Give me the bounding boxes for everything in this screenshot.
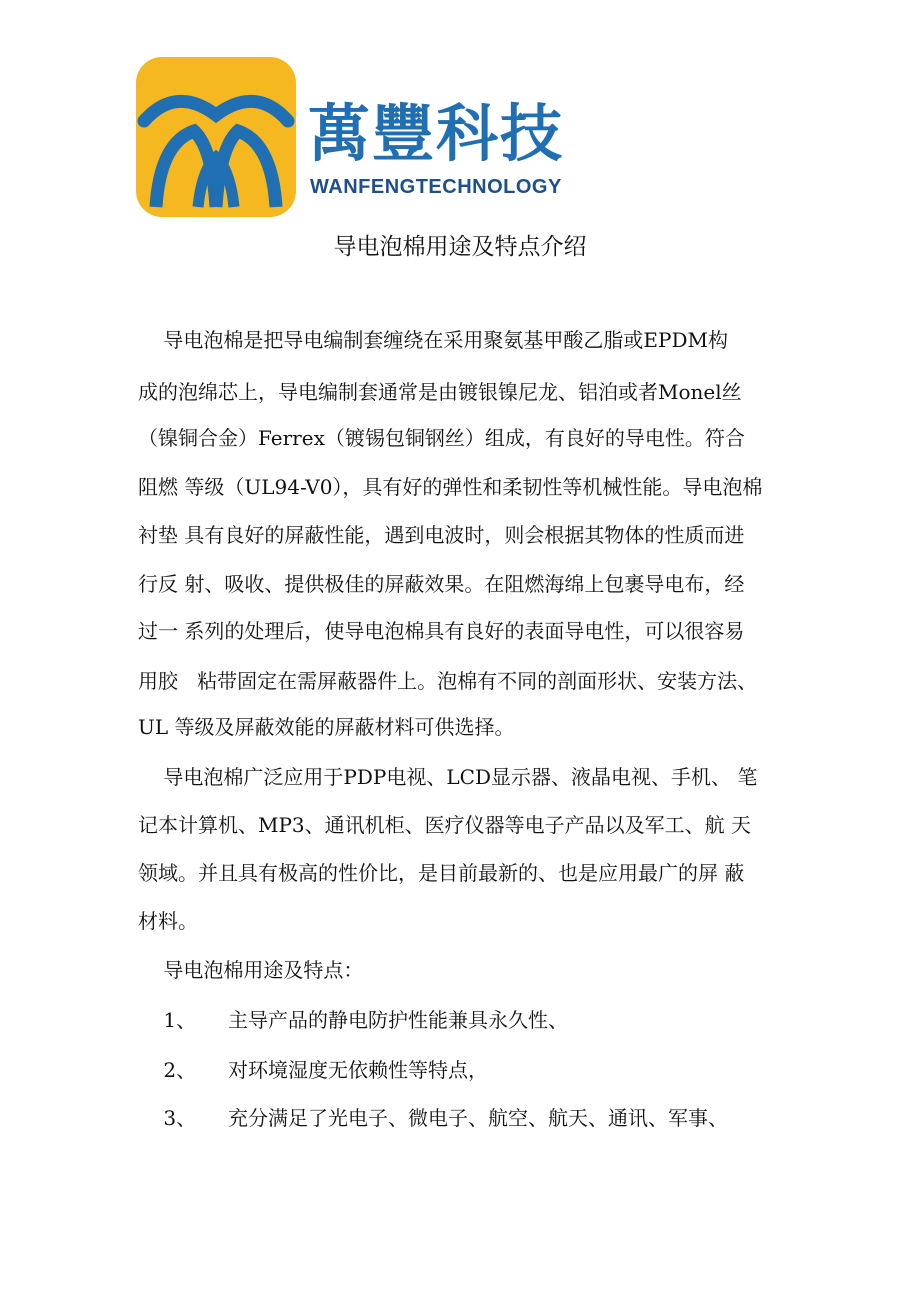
list-item: 1、 主导产品的静电防护性能兼具永久性、 — [138, 1008, 568, 1032]
list-item: 2、 对环境湿度无依赖性等特点， — [138, 1058, 488, 1082]
body-line: 导电泡棉是把导电编制套缠绕在采用聚氨基甲酸乙脂或EPDM构 — [138, 328, 728, 352]
document-title: 导电泡棉用途及特点介绍 — [333, 234, 587, 260]
body-line: 领域。并且具有极高的性价比，是目前最新的、也是应用最广的屏 蔽 — [138, 861, 745, 885]
body-line: 材料。 — [138, 909, 198, 933]
body-line: 记本计算机、MP3、通讯机柜、医疗仪器等电子产品以及军工、航 天 — [138, 813, 752, 837]
body-line: 阻燃 等级（UL94-V0），具有好的弹性和柔韧性等机械性能。导电泡棉 — [138, 475, 763, 499]
list-item: 3、 充分满足了光电子、微电子、航空、航天、通讯、军事、 — [138, 1106, 728, 1130]
logo-chinese-name: 萬豐科技 — [308, 97, 565, 170]
company-logo — [136, 57, 656, 219]
body-line: 衬垫 具有良好的屏蔽性能，遇到电波时，则会根据其物体的性质而进 — [138, 523, 745, 547]
body-line: 过一 系列的处理后，使导电泡棉具有良好的表面导电性，可以很容易 — [138, 619, 745, 643]
body-line: 用胶 粘带固定在需屏蔽器件上。泡棉有不同的剖面形状、安装方法、 — [138, 669, 758, 693]
logo-english-name: WANFENGTECHNOLOGY — [310, 176, 562, 198]
body-line: 导电泡棉广泛应用于PDP电视、LCD显示器、液晶电视、手机、 笔 — [138, 765, 758, 789]
body-line: 成的泡绵芯上，导电编制套通常是由镀银镍尼龙、铝泊或者Monel丝 — [138, 380, 742, 404]
body-line: UL 等级及屏蔽效能的屏蔽材料可供选择。 — [138, 715, 515, 739]
section-heading: 导电泡棉用途及特点： — [138, 958, 364, 982]
wanfeng-emblem-icon — [136, 57, 296, 217]
body-line: 行反 射、吸收、提供极佳的屏蔽效果。在阻燃海绵上包裹导电布，经 — [138, 572, 745, 596]
logo-text — [308, 97, 656, 199]
body-line: （镍铜合金）Ferrex（镀锡包铜钢丝）组成，有良好的导电性。符合 — [138, 426, 745, 450]
